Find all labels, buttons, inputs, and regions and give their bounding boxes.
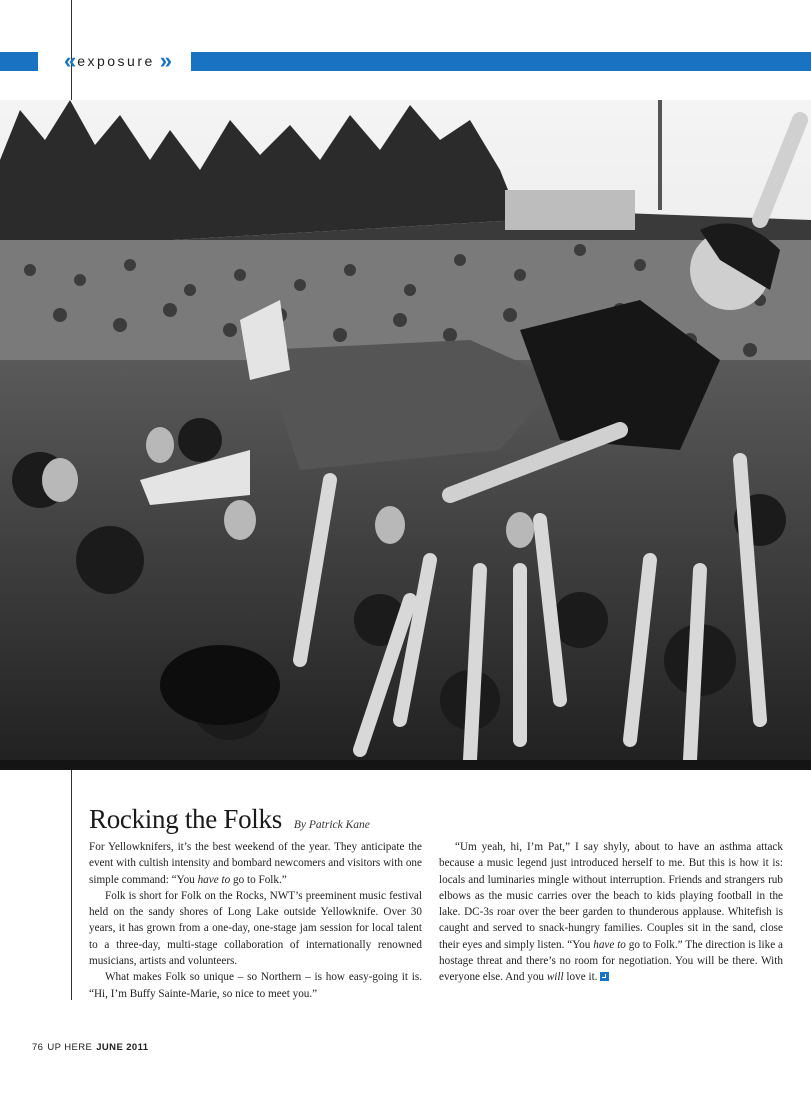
article-column-1 — [89, 839, 422, 1002]
article-header — [89, 804, 370, 835]
text-run: For Yellowknifers, it’s the best weekend of the year. They anticipate the event with cultish intensity and bombard newcomers and visitors with one simple command: “You — [89, 841, 422, 886]
chevron-left-icon: « — [63, 48, 73, 73]
paragraph — [439, 839, 783, 986]
emphasis: have to — [197, 873, 231, 886]
section-header — [0, 48, 811, 73]
crowd-surfing-photo — [0, 100, 811, 770]
paragraph: What makes Folk so unique – so Northern – is how easy-going it is. “Hi, I’m Buffy Sainte-Marie, so nice to meet you.” — [89, 971, 422, 1000]
photo-image — [0, 100, 811, 770]
paragraph: Folk is short for Folk on the Rocks, NWT’s preeminent music festival held on the sandy shores of Long Lake outside Yellowknife. Over 30 years, it has grown from a one-day, one-stage jam session for local talent to a three-day, multi-stage collaboration of internationally renowned musicians, artists and volunteers. — [89, 889, 422, 968]
section-bar-right — [191, 52, 811, 71]
text-run: “Um yeah, hi, I’m Pat,” I say shyly, about to have an asthma attack because a music legend just introduced herself to me. But this is how it is: locals and luminaries mingle without interruption. Friends and strangers rub elbows as the music carries over the beach to kids playing football in the lake. DC-3s roar over the beer garden to thunderous applause. Whitefish is caught and served to snack-hungry families. Couples sit in the sand, close their eyes and simply listen. “You — [439, 841, 783, 951]
paragraph — [89, 839, 422, 888]
emphasis: will — [546, 971, 564, 984]
text-run: love it. — [563, 971, 598, 984]
article-column-2 — [439, 839, 783, 986]
issue-date: JUNE 2011 — [96, 1042, 149, 1053]
page-number: 76 — [32, 1042, 44, 1053]
section-label — [44, 48, 188, 74]
article-title: Rocking the Folks — [89, 804, 282, 834]
end-of-article-icon — [600, 972, 609, 981]
article-byline: By Patrick Kane — [293, 819, 370, 831]
emphasis: have to — [593, 938, 626, 951]
column-rule-bottom — [71, 770, 72, 1000]
chevron-right-icon: » — [159, 48, 169, 73]
magazine-name: UP HERE — [47, 1042, 93, 1053]
text-run: go to Folk.” — [230, 873, 287, 886]
page-footer — [32, 1042, 148, 1053]
section-title: exposure — [77, 53, 155, 69]
text-run: go to Folk.” The direction is like a hostage threat and there’s no room for negotiation. You will be there. With everyone else. And you — [439, 938, 784, 984]
section-bar-left — [0, 52, 38, 71]
